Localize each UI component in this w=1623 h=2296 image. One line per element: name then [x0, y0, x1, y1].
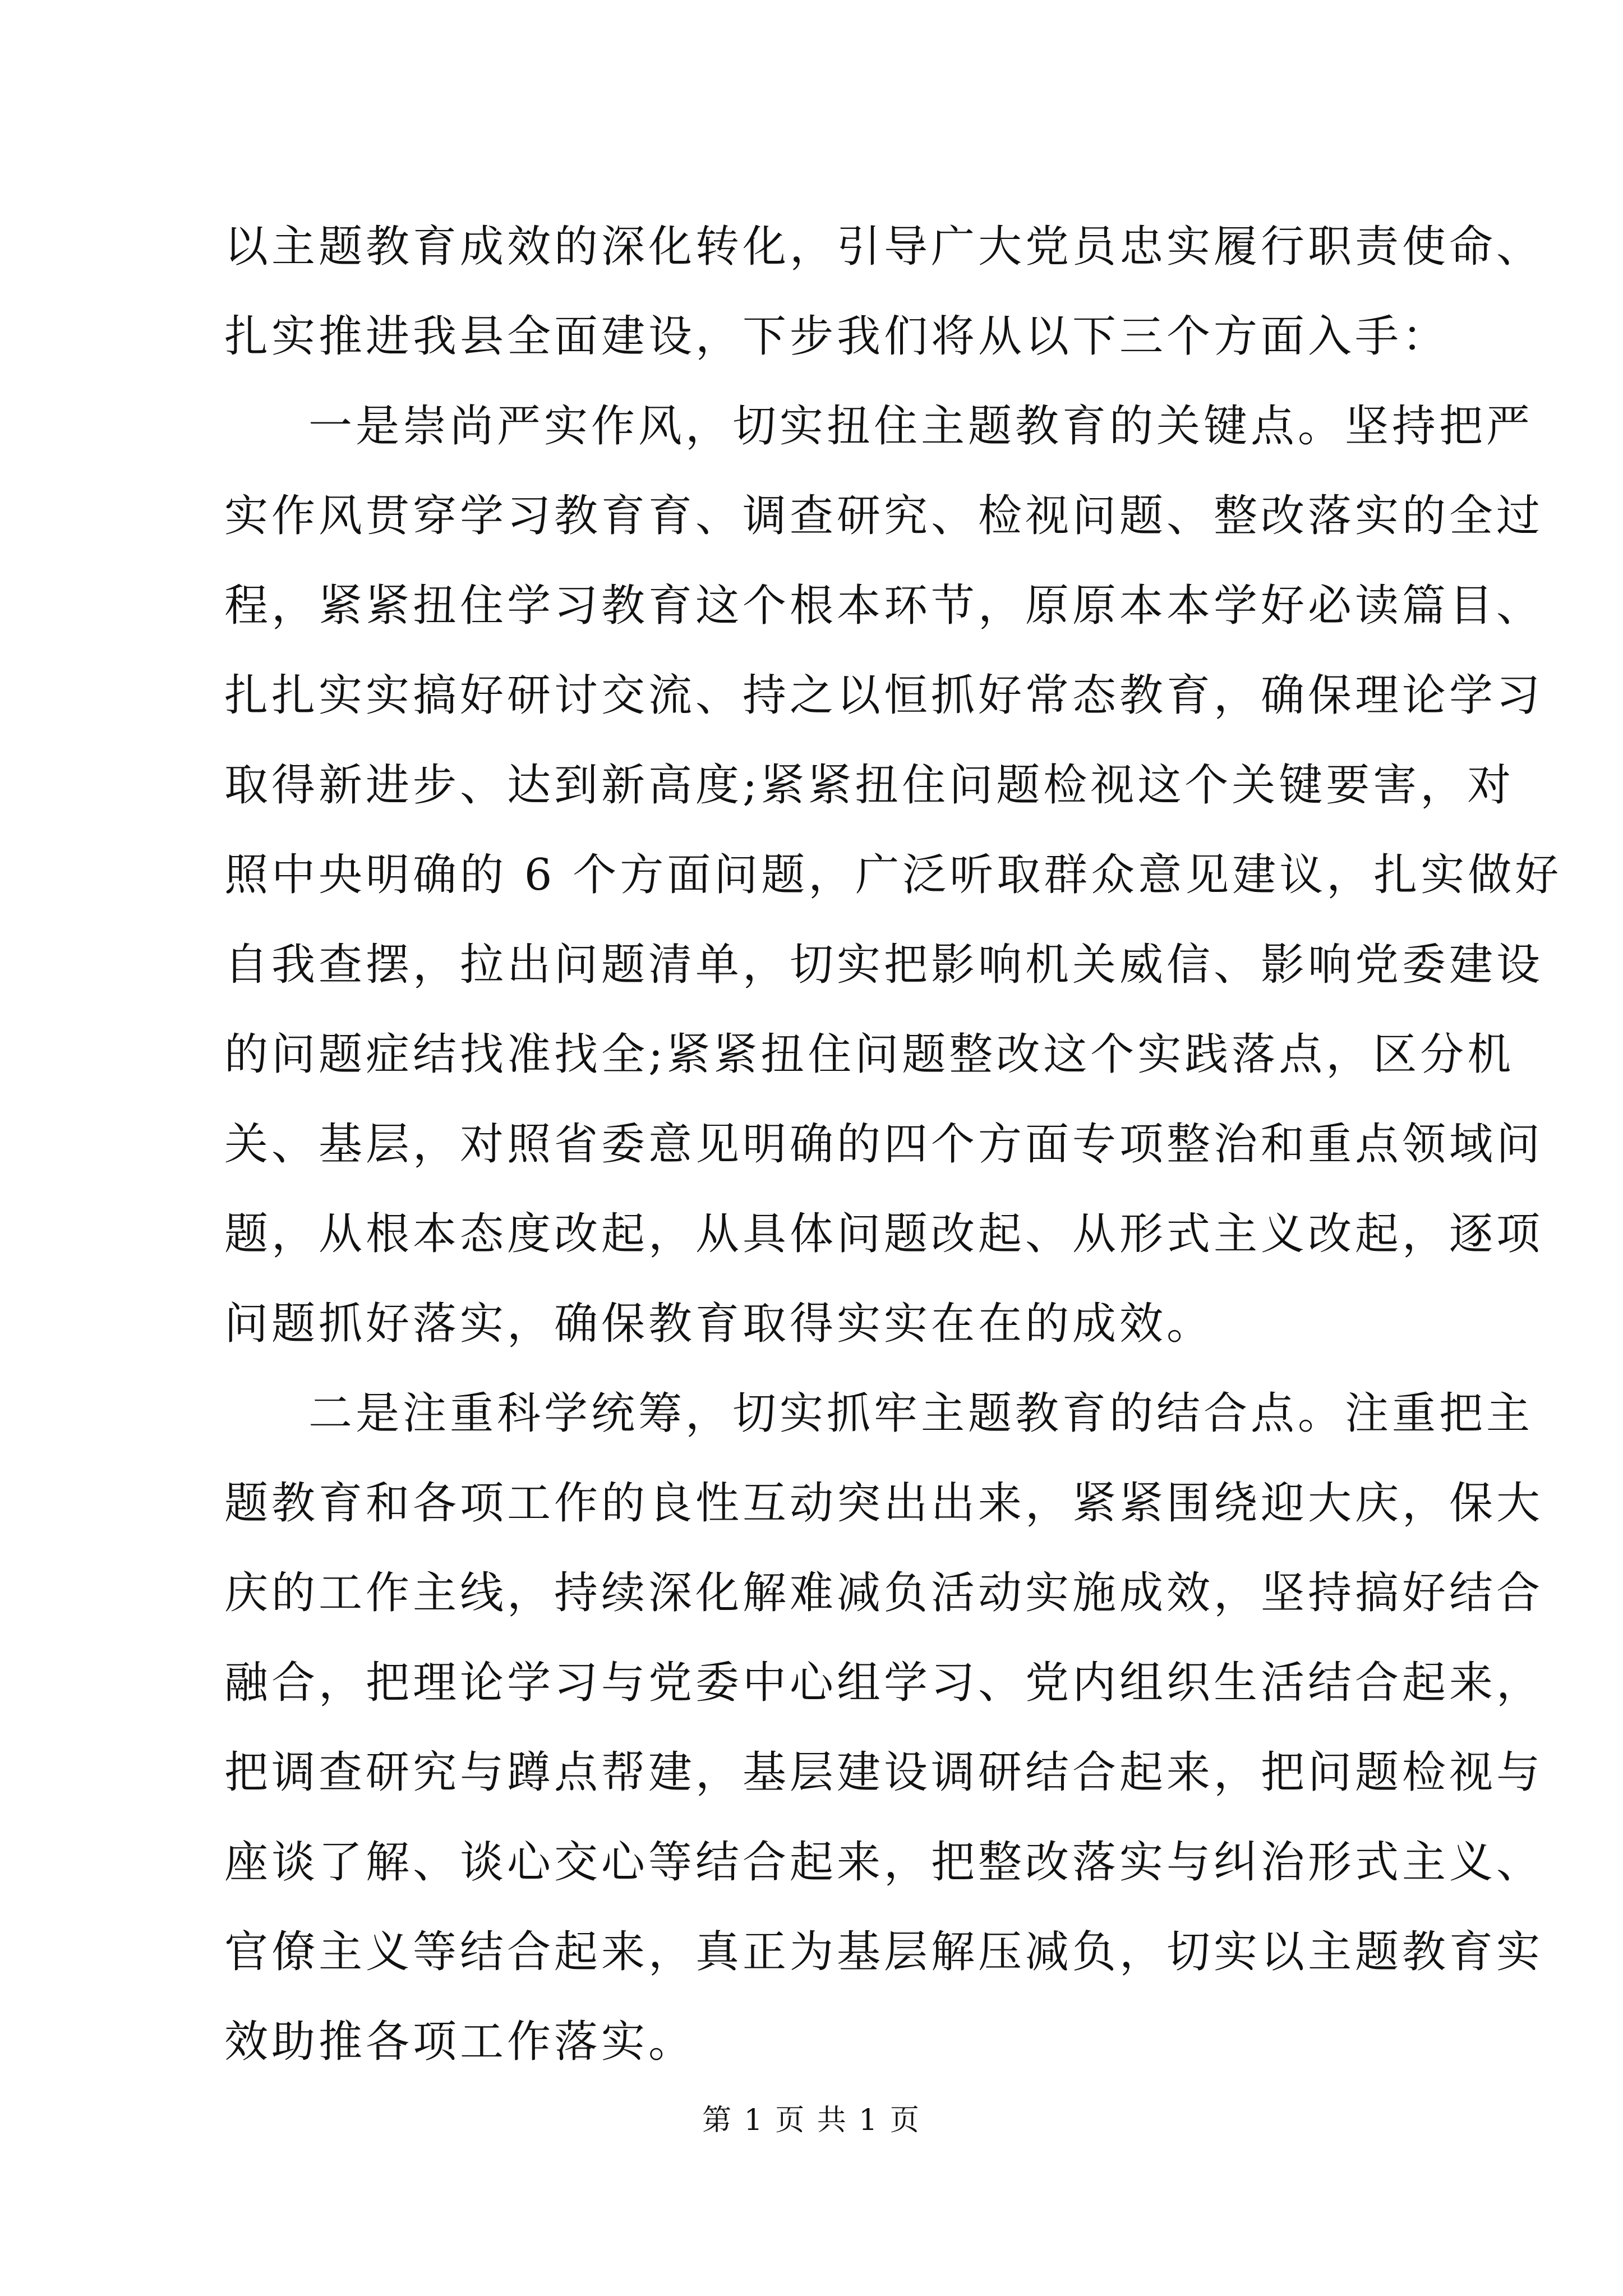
page-footer: 第 1 页 共 1 页 — [702, 2104, 921, 2137]
text-line: 效助推各项工作落实。 — [224, 2017, 696, 2067]
text-line: 官僚主义等结合起来，真正为基层解压减负，切实以主题教育实 — [224, 1927, 1544, 1977]
text-line: 取得新进步、达到新高度;紧紧扭住问题检视这个关键要害，对 — [224, 760, 1515, 811]
text-line: 题教育和各项工作的良性互动突出出来，紧紧围绕迎大庆，保大 — [224, 1478, 1544, 1529]
document-body — [224, 202, 1562, 2087]
text-line: 题，从根本态度改起，从具体问题改起、从形式主义改起，逐项 — [224, 1209, 1544, 1259]
paragraph-first-line: 二是注重科学统筹，切实抓牢主题教育的结合点。注重把主 — [308, 1388, 1534, 1439]
text-line: 扎实推进我县全面建设，下步我们将从以下三个方面入手： — [224, 311, 1450, 362]
text-line: 照中央明确的 6 个方面问题，广泛听取群众意见建议，扎实做好 — [224, 850, 1562, 900]
paragraph-first-line: 一是崇尚严实作风，切实扭住主题教育的关键点。坚持把严 — [308, 401, 1534, 452]
text-line: 实作风贯穿学习教育育、调查研究、检视问题、整改落实的全过 — [224, 491, 1544, 541]
text-line: 的问题症结找准找全;紧紧扭住问题整改这个实践落点，区分机 — [224, 1029, 1515, 1080]
text-line: 扎扎实实搞好研讨交流、持之以恒抓好常态教育，确保理论学习 — [224, 670, 1544, 721]
text-line: 自我查摆，拉出问题清单，切实把影响机关威信、影响党委建设 — [224, 940, 1544, 990]
text-line: 问题抓好落实，确保教育取得实实在在的成效。 — [224, 1299, 1214, 1349]
text-line: 以主题教育成效的深化转化，引导广大党员忠实履行职责使命、 — [224, 222, 1544, 272]
text-line: 关、基层，对照省委意见明确的四个方面专项整治和重点领域问 — [224, 1119, 1544, 1170]
text-line: 庆的工作主线，持续深化解难减负活动实施成效，坚持搞好结合 — [224, 1568, 1544, 1618]
text-line: 座谈了解、谈心交心等结合起来，把整改落实与纠治形式主义、 — [224, 1837, 1544, 1888]
text-line: 程，紧紧扭住学习教育这个根本环节，原原本本学好必读篇目、 — [224, 581, 1544, 631]
text-line: 把调查研究与蹲点帮建，基层建设调研结合起来，把问题检视与 — [224, 1747, 1544, 1798]
text-line: 融合，把理论学习与党委中心组学习、党内组织生活结合起来， — [224, 1658, 1544, 1708]
